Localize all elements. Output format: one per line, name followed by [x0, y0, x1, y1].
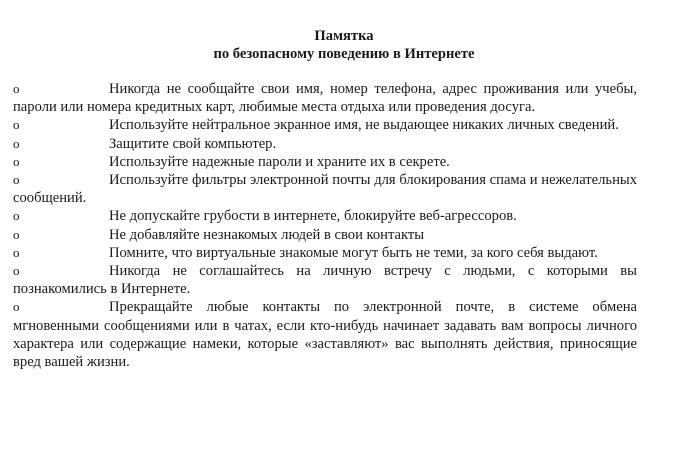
safety-rules-list — [13, 80, 637, 371]
list-item-text: Не добавляйте незнакомых людей в свои контакты — [109, 226, 425, 243]
list-item-text: Прекращайте любые контакты по электронной почте, в системе обмена мгновенными сообщениями или в чатах, если кто-нибудь начинает задавать вам вопросы личного характера или содержащие намеки, которые «заставляют» вас выполнять действия, приносящие вред вашей жизни. — [13, 299, 637, 371]
bullet-icon: o — [13, 226, 20, 242]
list-item-text: Помните, что виртуальные знакомые могут быть не теми, за кого себя выдают. — [109, 244, 598, 261]
bullet-icon: o — [13, 117, 20, 133]
bullet-icon: o — [13, 153, 20, 169]
bullet-icon: o — [13, 263, 20, 279]
list-item — [13, 226, 637, 244]
list-item-text: Используйте надежные пароли и храните их в секрете. — [109, 153, 450, 170]
list-item — [13, 207, 637, 225]
list-item-text: Защитите свой компьютер. — [109, 135, 277, 152]
list-item-text: Используйте нейтральное экранное имя, не выдающее никаких личных сведений. — [109, 117, 619, 134]
bullet-icon: o — [13, 135, 20, 151]
list-item-text: Используйте фильтры электронной почты для блокирования спама и нежелательных сообщений. — [13, 172, 637, 207]
list-item — [13, 153, 637, 171]
bullet-icon: o — [13, 81, 20, 96]
list-item — [13, 80, 637, 116]
list-item — [13, 298, 637, 371]
bullet-icon: o — [13, 299, 20, 315]
document-subtitle: по безопасному поведению в Интернете — [213, 46, 475, 62]
list-item-text: Не допускайте грубости в интернете, блокируйте веб-агрессоров. — [109, 208, 517, 225]
list-item — [13, 244, 637, 262]
bullet-icon: o — [13, 244, 20, 260]
list-item — [13, 171, 637, 207]
list-item-text: Никогда не сообщайте свои имя, номер телефона, адрес проживания или учебы, пароли или номера кредитных карт, любимые места отдыха или проведения досуга. — [13, 81, 637, 116]
list-item — [13, 262, 637, 298]
document-title: Памятка — [314, 28, 374, 44]
bullet-icon: o — [13, 172, 20, 188]
list-item-text: Никогда не соглашайтесь на личную встречу с людьми, с которыми вы познакомились в Интернете. — [13, 263, 637, 298]
list-item — [13, 135, 637, 153]
bullet-icon: o — [13, 208, 20, 224]
list-item — [13, 116, 637, 134]
